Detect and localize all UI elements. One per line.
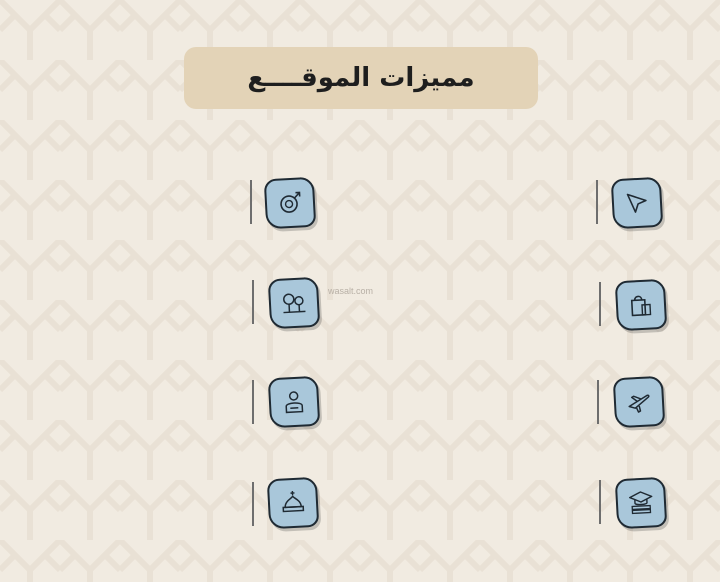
residential-tile <box>611 177 664 230</box>
airplane-icon <box>624 387 653 416</box>
park-tile <box>268 277 321 330</box>
divider <box>599 480 601 524</box>
divider <box>252 380 254 424</box>
university-tile <box>615 477 668 530</box>
watermark: wasalt.com <box>328 286 374 296</box>
services-tile <box>268 376 321 429</box>
yasmin-mall-tile <box>615 279 668 332</box>
divider <box>252 482 254 526</box>
shopping-bag-icon <box>626 290 655 319</box>
mosque-dome-icon <box>278 488 307 517</box>
divider <box>250 180 252 224</box>
divider <box>597 380 599 424</box>
title-banner <box>184 47 538 109</box>
divider <box>596 180 598 224</box>
divider <box>252 280 254 324</box>
navigation-arrow-icon <box>622 188 651 217</box>
haramain-tile <box>264 177 317 230</box>
divider <box>599 282 601 326</box>
service-person-icon <box>279 387 308 416</box>
graduation-books-icon <box>626 488 655 517</box>
road-interchange-icon <box>275 188 304 217</box>
page-title: مميزات الموقــــع <box>247 63 475 93</box>
trees-park-icon <box>279 288 308 317</box>
mosque-tile <box>267 477 320 530</box>
airport-tile <box>613 376 666 429</box>
